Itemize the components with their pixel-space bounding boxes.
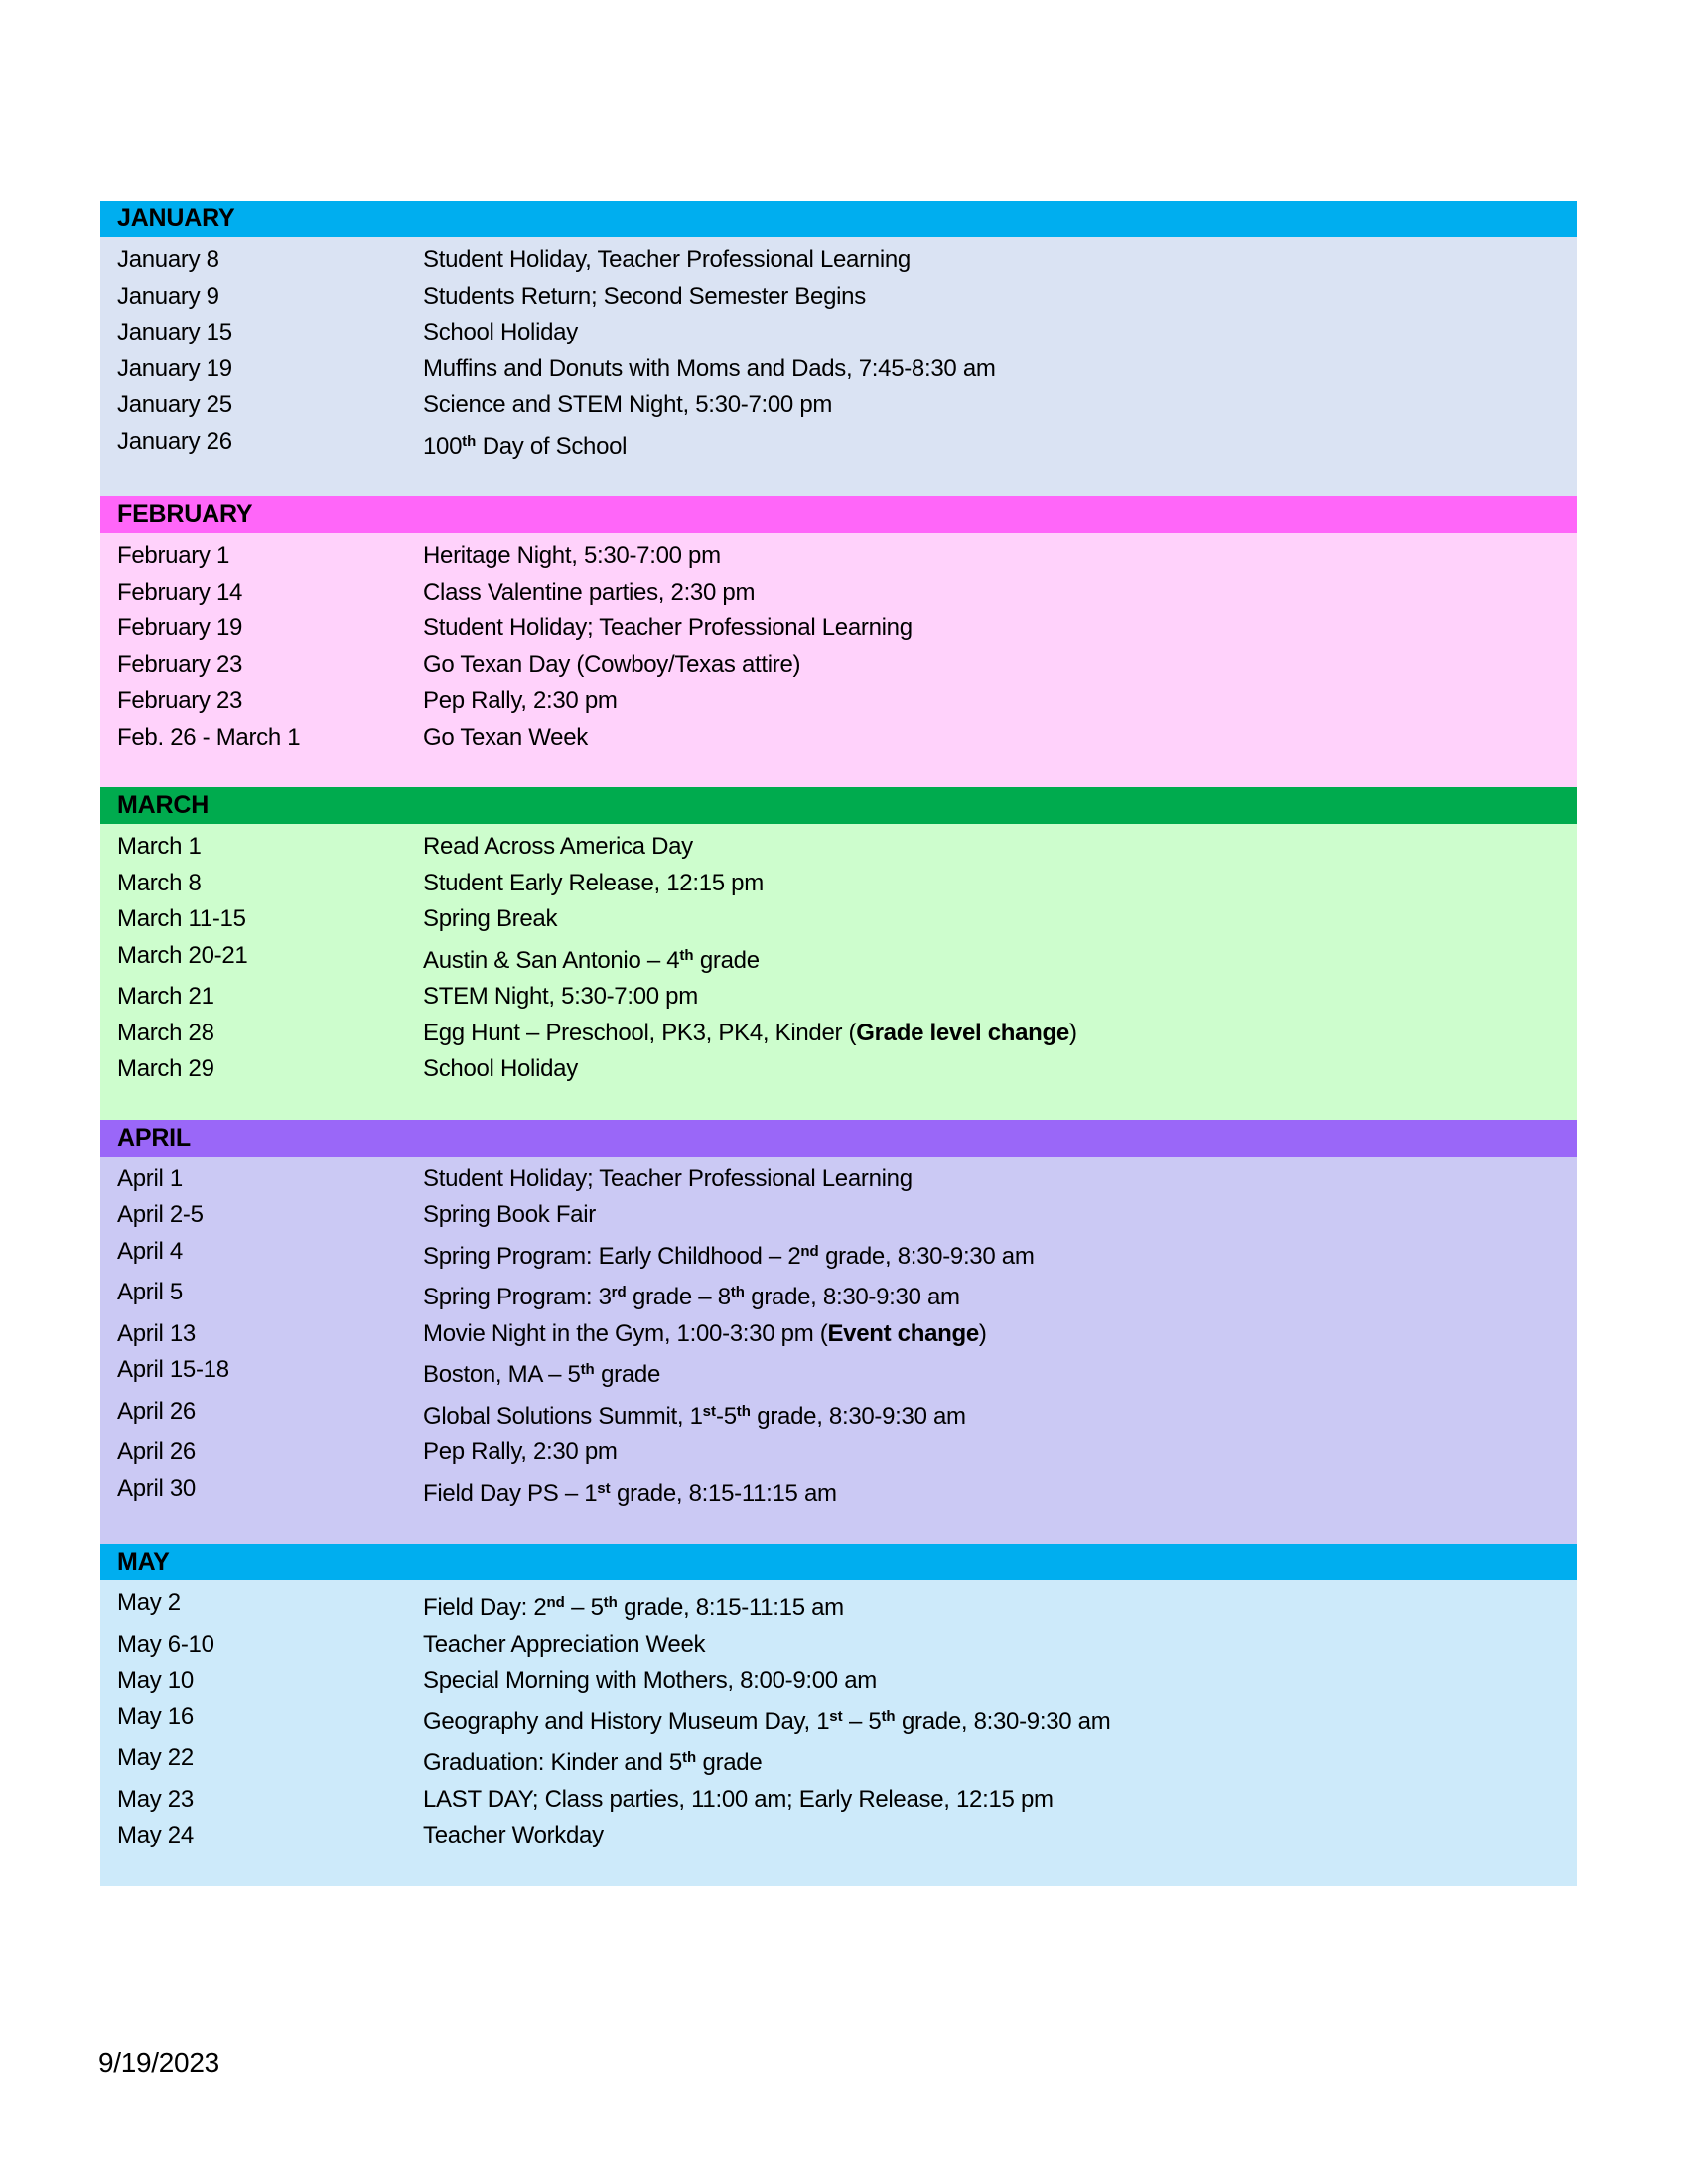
event-row [100,279,1577,316]
event-text-segment: Spring Program: 3 [423,1284,612,1310]
event-desc [423,611,1577,647]
event-row [100,1700,1577,1741]
event-date: April 26 [117,1438,196,1465]
event-text-segment: ) [978,1319,987,1347]
event-desc [423,1818,1577,1854]
event-text-segment: grade, 8:15-11:15 am [617,1594,844,1621]
event-text-segment: Global Solutions Summit, 1 [423,1402,703,1430]
event-desc [423,575,1577,612]
event-date: April 4 [117,1237,183,1265]
event-date: April 1 [117,1164,183,1192]
event-text-segment: STEM Night, 5:30-7:00 pm [423,983,698,1010]
event-desc [423,1740,1577,1782]
event-row [100,611,1577,647]
event-text-segment: Go Texan Week [423,723,588,751]
event-text-segment: Go Texan Day (Cowboy/Texas attire) [423,650,801,678]
event-row [100,1394,1577,1435]
event-row [100,242,1577,279]
event-date: April 30 [117,1474,196,1502]
event-row [100,1352,1577,1394]
event-row [100,1782,1577,1819]
event-desc [423,1275,1577,1316]
event-date: March 29 [117,1055,214,1082]
event-date: March 8 [117,869,202,896]
event-text-segment: Special Morning with Mothers, 8:00-9:00 am [423,1667,877,1694]
event-text-segment: – 5 [564,1594,604,1621]
event-row [100,1051,1577,1088]
event-desc [423,279,1577,316]
event-text-segment: Spring Book Fair [423,1201,596,1228]
event-text-segment: Geography and History Museum Day, 1 [423,1707,830,1735]
event-text-segment: th [730,1284,745,1300]
event-text-segment: th [580,1361,595,1378]
event-date: March 28 [117,1019,214,1046]
event-desc [423,866,1577,902]
event-date: May 22 [117,1744,194,1771]
event-text-segment: grade, 8:15-11:15 am [610,1479,837,1507]
event-desc [423,1051,1577,1088]
event-row [100,1740,1577,1782]
event-text-segment: Egg Hunt – Preschool, PK3, PK4, Kinder ( [423,1019,857,1046]
event-date: Feb. 26 - March 1 [117,723,301,751]
event-text-segment: st [597,1479,611,1497]
event-text-segment: grade [693,946,760,974]
event-row [100,1275,1577,1316]
event-desc [423,901,1577,938]
month-name: APRIL [117,1123,192,1152]
event-text-segment: Day of School [476,432,628,460]
event-text-segment: School Holiday [423,1055,578,1082]
event-desc [423,1352,1577,1394]
event-row [100,315,1577,351]
event-desc [423,1434,1577,1471]
month-name: MARCH [117,791,210,819]
event-date: April 26 [117,1397,196,1425]
month-name: FEBRUARY [117,500,253,528]
event-desc [423,647,1577,684]
event-text-segment: ) [1068,1019,1077,1046]
event-text-segment: Class Valentine parties, 2:30 pm [423,578,756,606]
event-text-segment: Students Return; Second Semester Begins [423,282,866,310]
event-desc [423,683,1577,720]
event-desc [423,1471,1577,1513]
month-section [100,1544,1577,1886]
event-desc [423,1663,1577,1700]
event-text-segment: Movie Night in the Gym, 1:00-3:30 pm ( [423,1319,828,1347]
event-date: March 21 [117,983,214,1010]
event-row [100,1234,1577,1276]
event-text-segment: st [702,1402,717,1420]
event-text-segment: Muffins and Donuts with Moms and Dads, 7:45-8:30 am [423,354,996,382]
event-desc [423,387,1577,424]
event-date: May 23 [117,1785,194,1813]
month-header [100,201,1577,237]
event-date: April 13 [117,1319,196,1347]
event-desc [423,1627,1577,1664]
event-desc [423,242,1577,279]
event-text-segment: 100 [423,432,463,460]
event-text-segment: grade [696,1749,763,1776]
event-date: May 10 [117,1667,194,1694]
event-desc [423,720,1577,756]
event-desc [423,829,1577,866]
event-desc [423,1016,1577,1052]
event-row [100,979,1577,1016]
event-row [100,1434,1577,1471]
event-row [100,829,1577,866]
event-text-segment: th [603,1594,618,1611]
event-desc [423,1585,1577,1627]
event-date: January 9 [117,282,219,310]
event-text-segment: Spring Program: Early Childhood – 2 [423,1242,801,1270]
event-text-segment: Teacher Workday [423,1822,604,1848]
footer-date: 9/19/2023 [98,2047,219,2078]
month-body [100,533,1577,787]
event-desc [423,979,1577,1016]
event-date: January 8 [117,246,219,273]
month-header [100,1120,1577,1157]
event-text-segment: Graduation: Kinder and 5 [423,1749,682,1776]
event-text-segment: Heritage Night, 5:30-7:00 pm [423,542,721,569]
event-date: January 15 [117,319,232,345]
event-desc [423,1161,1577,1198]
month-body [100,1580,1577,1886]
event-row [100,1818,1577,1854]
event-date: January 19 [117,354,232,382]
month-name: JANUARY [117,205,235,232]
event-text-segment: Pep Rally, 2:30 pm [423,1438,618,1465]
event-text-segment: th [736,1402,751,1420]
event-date: February 23 [117,687,243,714]
event-row [100,1471,1577,1513]
event-desc [423,424,1577,466]
event-text-segment: Boston, MA – 5 [423,1361,581,1388]
event-row [100,1627,1577,1664]
event-desc [423,1394,1577,1435]
event-text-segment: Austin & San Antonio – 4 [423,946,680,974]
month-header [100,496,1577,533]
event-date: May 6-10 [117,1630,214,1658]
event-text-segment: grade, 8:30-9:30 am [895,1707,1111,1735]
event-text-segment: Science and STEM Night, 5:30-7:00 pm [423,391,833,418]
event-row [100,1197,1577,1234]
event-row [100,683,1577,720]
event-text-segment: Grade level change [856,1019,1069,1046]
month-section [100,787,1577,1120]
event-text-segment: th [881,1707,896,1725]
event-desc [423,1234,1577,1276]
event-row [100,647,1577,684]
event-row [100,1585,1577,1627]
month-header [100,1544,1577,1580]
event-date: February 23 [117,650,243,678]
event-date: April 5 [117,1279,183,1305]
event-date: May 24 [117,1822,194,1848]
event-text-segment: Field Day: 2 [423,1594,547,1621]
event-desc [423,1782,1577,1819]
event-date: April 2-5 [117,1201,204,1228]
event-row [100,538,1577,575]
event-desc [423,351,1577,388]
event-row [100,866,1577,902]
event-text-segment: -5 [716,1402,737,1430]
event-row [100,938,1577,980]
event-row [100,1316,1577,1353]
event-date: February 1 [117,542,230,569]
event-text-segment: grade – 8 [626,1284,731,1310]
event-date: March 11-15 [117,905,246,932]
event-row [100,351,1577,388]
event-text-segment: School Holiday [423,319,578,345]
event-date: March 20-21 [117,941,248,969]
event-row [100,575,1577,612]
event-date: January 25 [117,391,232,418]
event-text-segment: Student Early Release, 12:15 pm [423,869,764,896]
event-text-segment: – 5 [842,1707,882,1735]
month-section [100,201,1577,496]
event-text-segment: Event change [827,1319,979,1347]
event-text-segment: Student Holiday; Teacher Professional Learning [423,614,913,641]
event-text-segment: Pep Rally, 2:30 pm [423,687,618,714]
event-row [100,424,1577,466]
event-text-segment: st [829,1707,843,1725]
event-row [100,901,1577,938]
event-row [100,387,1577,424]
event-text-segment: grade, 8:30-9:30 am [750,1402,966,1430]
event-text-segment: grade [594,1361,660,1388]
event-row [100,720,1577,756]
event-desc [423,1316,1577,1353]
event-desc [423,315,1577,351]
month-name: MAY [117,1548,170,1575]
month-body [100,824,1577,1120]
event-date: January 26 [117,427,232,455]
event-text-segment: th [462,432,477,450]
event-text-segment: Spring Break [423,905,558,932]
event-text-segment: th [679,946,694,964]
month-section [100,496,1577,787]
event-text-segment: th [681,1749,697,1766]
calendar-table [100,201,1577,1886]
event-desc [423,1700,1577,1741]
event-text-segment: nd [546,1594,565,1611]
event-date: April 15-18 [117,1356,229,1383]
month-section [100,1120,1577,1545]
event-desc [423,1197,1577,1234]
event-text-segment: Teacher Appreciation Week [423,1630,706,1658]
event-date: March 1 [117,833,202,860]
month-body [100,237,1577,496]
event-date: February 14 [117,578,243,606]
event-text-segment: Student Holiday, Teacher Professional Learning [423,246,911,273]
month-body [100,1157,1577,1545]
event-text-segment: grade, 8:30-9:30 am [744,1284,960,1310]
event-text-segment: LAST DAY; Class parties, 11:00 am; Early Release, 12:15 pm [423,1785,1054,1813]
event-desc [423,538,1577,575]
event-text-segment: grade, 8:30-9:30 am [818,1242,1035,1270]
event-text-segment: Read Across America Day [423,833,693,860]
event-text-segment: Student Holiday; Teacher Professional Learning [423,1164,913,1192]
event-row [100,1161,1577,1198]
event-row [100,1663,1577,1700]
event-text-segment: Field Day PS – 1 [423,1479,598,1507]
month-header [100,787,1577,824]
event-text-segment: rd [611,1284,627,1300]
event-date: May 16 [117,1703,194,1730]
event-date: February 19 [117,614,243,641]
event-date: May 2 [117,1589,181,1616]
event-row [100,1016,1577,1052]
event-text-segment: nd [800,1242,819,1260]
event-desc [423,938,1577,980]
